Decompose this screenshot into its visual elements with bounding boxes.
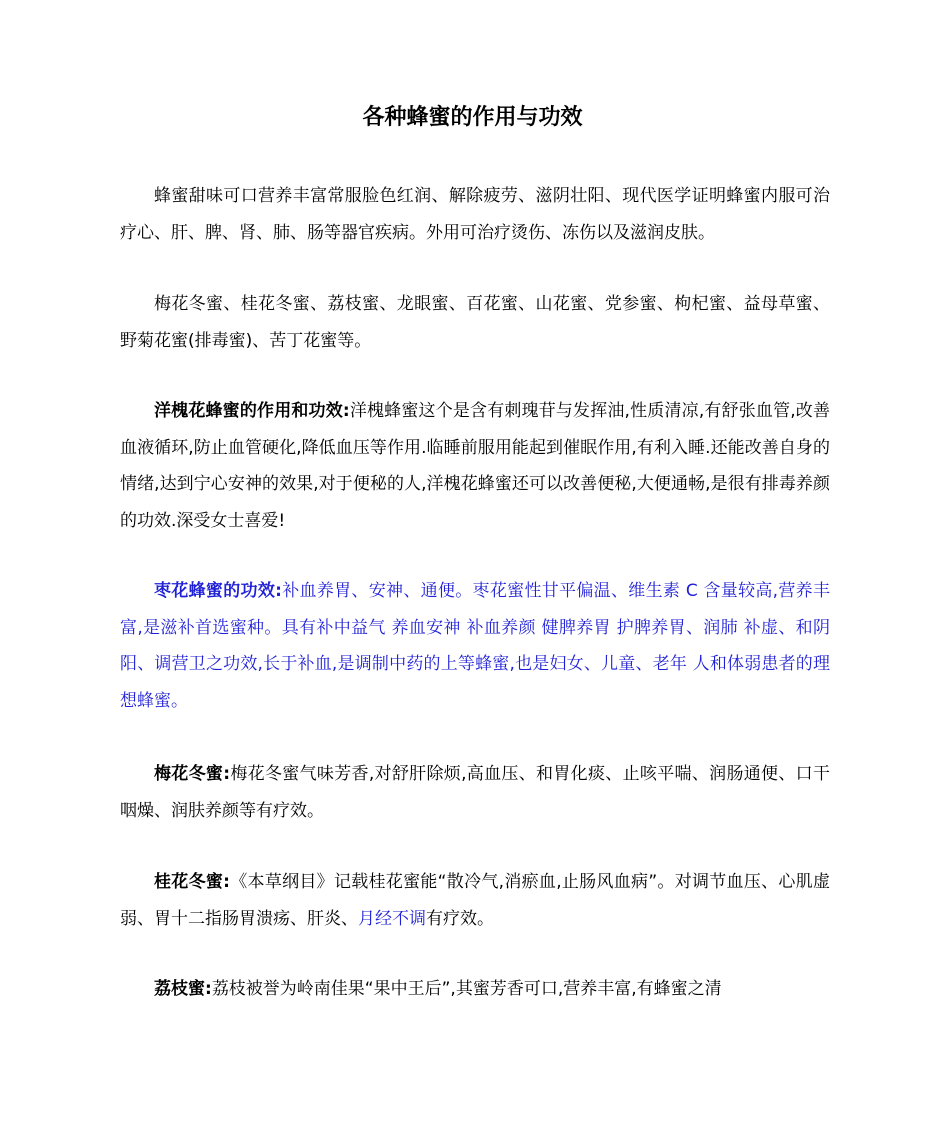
plum-winter-honey-paragraph	[120, 756, 830, 829]
paragraph-text: 梅花冬蜜、桂花冬蜜、荔枝蜜、龙眼蜜、百花蜜、山花蜜、党参蜜、枸杞蜜、益母草蜜、野菊花蜜(排毒蜜)、苦丁花蜜等。	[120, 294, 830, 351]
paragraph-text: 洋槐蜂蜜这个是含有刺瑰苷与发挥油,性质清凉,有舒张血管,改善血液循环,防止血管硬化,降低血压等作用.临睡前服用能起到催眠作用,有利入睡.还能改善自身的情绪,达到宁心安神的效果,对于便秘的人,洋槐花蜂蜜还可以改善便秘,大便通畅,是很有排毒养颜的功效.深受女士喜爱!	[120, 401, 830, 531]
paragraph-heading: 枣花蜂蜜的功效:	[154, 581, 282, 601]
honey-types-paragraph	[120, 286, 830, 359]
paragraph-heading: 洋槐花蜂蜜的作用和功效:	[154, 401, 350, 421]
paragraph-heading: 梅花冬蜜:	[154, 764, 231, 784]
paragraph-text: 《本草纲目》记载桂花蜜能“散冷气,消瘀血,止肠风血病”。对调节血压、心肌虚弱、胃十二指肠胃溃疡、肝炎、	[120, 872, 830, 929]
page-title: 各种蜂蜜的作用与功效	[362, 105, 583, 130]
highlighted-text: 月经不调	[358, 908, 426, 929]
acacia-honey-paragraph	[120, 393, 830, 539]
paragraph-text: 荔枝被誉为岭南佳果“果中王后”,其蜜芳香可口,营养丰富,有蜂蜜之清	[211, 979, 722, 999]
jujube-honey-paragraph	[120, 573, 830, 719]
paragraph-heading: 桂花冬蜜:	[154, 872, 230, 892]
paragraph-heading: 荔枝蜜:	[154, 979, 212, 999]
osmanthus-winter-honey-paragraph	[120, 864, 830, 937]
paragraph-text: 有疗效。	[426, 908, 494, 929]
intro-paragraph	[120, 178, 830, 251]
paragraph-text: 补血养胃、安神、通便。枣花蜜性甘平偏温、维生素 C 含量较高,营养丰富,是滋补首选蜜种。具有补中益气 养血安神 补血养颜 健脾养胃 护脾养胃、润肺 补虚、和阴阳、调营卫之功效,长于补血,是调制中药的上等蜂蜜,也是妇女、儿童、老年 人和体弱患者的理想蜂蜜。	[120, 581, 830, 711]
paragraph-text: 蜂蜜甜味可口营养丰富常服脸色红润、解除疲劳、滋阴壮阳、现代医学证明蜂蜜内服可治疗心、肝、脾、肾、肺、肠等器官疾病。外用可治疗烫伤、冻伤以及滋润皮肤。	[120, 186, 830, 243]
lychee-honey-paragraph	[120, 971, 830, 1008]
paragraph-text: 梅花冬蜜气味芳香,对舒肝除烦,高血压、和胃化痰、止咳平喘、润肠通便、口干咽燥、润肤养颜等有疗效。	[120, 764, 830, 821]
